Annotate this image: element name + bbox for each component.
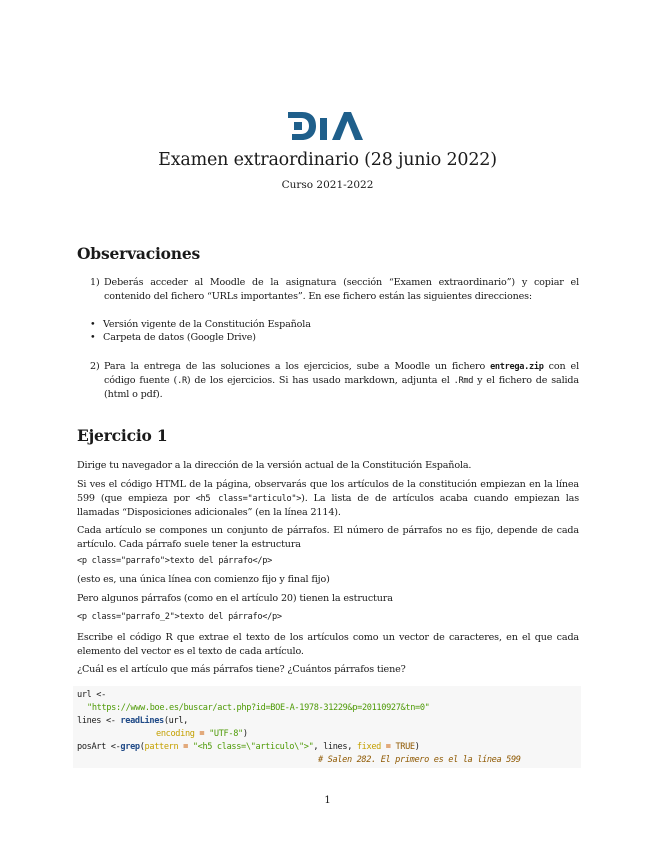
bullet-icon: •	[90, 332, 96, 343]
inline-code-line: <p class="parrafo">texto del párrafo</p>	[77, 556, 272, 566]
paragraph: (esto es, una única línea con comienzo fijo y final fijo)	[77, 574, 330, 585]
section-heading-ejercicio-1: Ejercicio 1	[77, 426, 168, 445]
inline-code: entrega.zip	[490, 362, 544, 372]
code-line: posArt <-grep(pattern = "<h5 class=\"articulo\">", lines, fixed = TRUE)	[77, 742, 420, 752]
numbered-item-1	[77, 276, 579, 304]
paragraph: Pero algunos párrafos (como en el artículo 20) tienen la estructura	[77, 593, 393, 604]
paragraph: ¿Cuál es el artículo que más párrafos tiene? ¿Cuántos párrafos tiene?	[77, 664, 406, 675]
paragraph: Si ves el código HTML de la página, observarás que los artículos de la constitución empiezan en la línea 599 (que empieza por <h5 class="articulo">). La lista de de artículos acaba cuando empiezan las llamadas “Disposiciones adicionales” (en la línea 2114).	[77, 479, 579, 518]
item-number: 2)	[90, 361, 100, 372]
inline-code: .Rmd	[453, 376, 474, 386]
list-item	[90, 331, 256, 345]
bullet-text: Versión vigente de la Constitución Española	[103, 319, 311, 330]
dia-logo	[288, 108, 368, 144]
item-text: Para la entrega de las soluciones a los ejercicios, sube a Moodle un fichero entrega.zip con el código fuente (.R) de los ejercicios. Si has usado markdown, adjunta el .Rmd y el fichero de salida (html o pdf).	[104, 361, 579, 400]
item-number: 1)	[90, 277, 100, 288]
page-subtitle: Curso 2021-2022	[281, 179, 374, 191]
bullet-icon: •	[90, 319, 96, 330]
numbered-item-2	[77, 360, 579, 402]
inline-code-line: <p class="parrafo_2">texto del párrafo</p>	[77, 612, 282, 622]
paragraph: Cada artículo se compones un conjunto de párrafos. El número de párrafos no es fijo, depende de cada artículo. Cada párrafo suele tener la estructura	[77, 525, 579, 550]
code-line: "https://www.boe.es/buscar/act.php?id=BOE-A-1978-31229&p=20110927&tn=0"	[87, 703, 430, 713]
item-text: Deberás acceder al Moodle de la asignatura (sección “Examen extraordinario”) y copiar el contenido del fichero “URLs importantes”. En ese fichero están las siguientes direcciones:	[104, 277, 579, 302]
paragraph: Escribe el código R que extrae el texto de los artículos como un vector de caracteres, en el que cada elemento del vector es el texto de cada artículo.	[77, 632, 579, 657]
list-item	[90, 318, 311, 332]
bullet-text: Carpeta de datos (Google Drive)	[103, 332, 256, 343]
code-line: url <-	[77, 690, 106, 700]
page-number: 1	[324, 795, 331, 806]
page-title: Examen extraordinario (28 junio 2022)	[158, 150, 497, 170]
section-heading-observaciones: Observaciones	[77, 244, 201, 263]
code-line: lines <- readLines(url,	[77, 716, 188, 726]
paragraph: Dirige tu navegador a la dirección de la versión actual de la Constitución Española.	[77, 460, 472, 471]
inline-code: <h5 class="articulo">	[195, 494, 302, 504]
code-line: encoding = "UTF-8")	[156, 729, 248, 739]
code-comment-line: # Salen 282. El primero es el la línea 599	[318, 755, 521, 765]
inline-code: .R	[177, 376, 187, 386]
